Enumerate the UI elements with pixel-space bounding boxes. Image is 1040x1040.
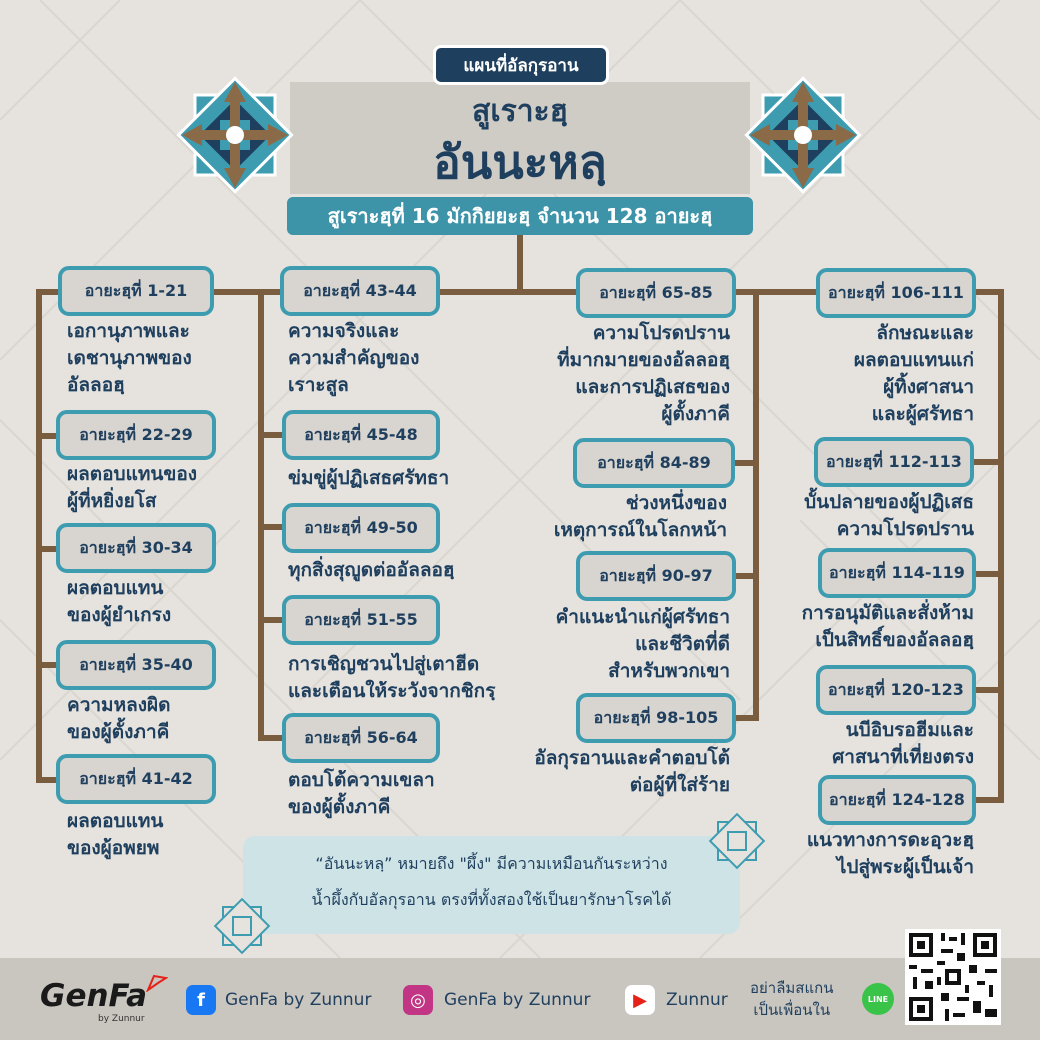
connector-col1: [36, 289, 42, 783]
section-desc: บั้นปลายของผู้ปฏิเสธ ความโปรดปราน: [804, 491, 974, 540]
section-desc: ผลตอบแทน ของผู้อพยพ: [67, 810, 164, 859]
section-desc: แนวทางการดะอฺวะฮฺ ไปสู่พระผู้เป็นเจ้า: [806, 829, 974, 878]
section-desc: ทุกสิ่งสุญูดต่ออัลลอฮฺ: [288, 559, 455, 581]
instagram-link[interactable]: GenFa by Zunnur: [444, 990, 591, 1010]
ayah-range-pill: อายะฮฺที่ 49-50: [282, 503, 440, 553]
star-ornament-left-icon: [172, 72, 298, 198]
section-desc: ผลตอบแทนของ ผู้ที่หยิ่งยโส: [67, 463, 198, 512]
connector-col2: [258, 289, 264, 741]
ayah-range-pill: อายะฮฺที่ 98-105: [576, 693, 736, 743]
branch: [972, 571, 1004, 577]
branch: [258, 735, 284, 741]
ayah-range-pill: อายะฮฺที่ 22-29: [56, 410, 216, 460]
section-desc: ความโปรดปราน ที่มากมายของอัลลอฮฺ และการปฏิเสธของ ผู้ตั้งภาคี: [557, 322, 730, 425]
connector-stem: [517, 235, 523, 292]
ayah-range-pill: อายะฮฺที่ 56-64: [282, 713, 440, 763]
instagram-icon[interactable]: ◎: [403, 985, 433, 1015]
ayah-range-pill: อายะฮฺที่ 106-111: [816, 268, 976, 318]
connector-col4: [998, 289, 1004, 803]
surah-name: อันนะหลฺ: [433, 135, 607, 189]
branch: [733, 573, 759, 579]
ayah-range-pill: อายะฮฺที่ 43-44: [280, 266, 440, 316]
brand-flag-icon: [146, 974, 168, 992]
section-desc: เอกานุภาพและ เดชานุภาพของ อัลลอฮฺ: [67, 320, 192, 396]
branch: [258, 617, 284, 623]
ayah-range-pill: อายะฮฺที่ 84-89: [573, 438, 735, 488]
brand-subtitle: by Zunnur: [98, 1014, 145, 1024]
small-ornament-icon: [708, 812, 766, 870]
facebook-icon[interactable]: f: [186, 985, 216, 1015]
branch: [258, 524, 284, 530]
qr-code[interactable]: [905, 929, 1001, 1025]
section-desc: ตอบโต้ความเขลา ของผู้ตั้งภาคี: [288, 769, 435, 818]
section-desc: ช่วงหนึ่งของ เหตุการณ์ในโลกหน้า: [553, 492, 727, 541]
branch: [972, 797, 1004, 803]
ayah-range-pill: อายะฮฺที่ 114-119: [818, 548, 976, 598]
scan-reminder: อย่าลืมสแกน เป็นเพื่อนใน: [750, 979, 834, 1019]
note-box: [243, 836, 740, 934]
youtube-link[interactable]: Zunnur: [666, 990, 728, 1010]
section-desc: ข่มขู่ผู้ปฏิเสธศรัทธา: [288, 467, 450, 489]
ayah-range-pill: อายะฮฺที่ 51-55: [282, 595, 440, 645]
section-desc: ลักษณะและ ผลตอบแทนแก่ ผู้ทิ้งศาสนา และผู้ศรัทธา: [853, 322, 974, 425]
connector-col3: [753, 289, 759, 721]
section-desc: อัลกุรอานและคำตอบโต้ ต่อผู้ที่ใส่ร้าย: [534, 747, 730, 796]
ayah-range-pill: อายะฮฺที่ 120-123: [816, 665, 976, 715]
note-line: “อันนะหลฺ” หมายถึง "ผึ้ง" มีความเหมือนกันระหว่าง: [315, 854, 668, 873]
section-desc: ความจริงและ ความสำคัญของ เราะสูล: [288, 320, 420, 396]
branch: [733, 460, 759, 466]
ayah-range-pill: อายะฮฺที่ 30-34: [56, 523, 216, 573]
branch: [972, 687, 1004, 693]
ayah-range-pill: อายะฮฺที่ 45-48: [282, 410, 440, 460]
ayah-range-pill: อายะฮฺที่ 35-40: [56, 640, 216, 690]
ayah-range-pill: อายะฮฺที่ 124-128: [818, 775, 976, 825]
ayah-range-pill: อายะฮฺที่ 65-85: [576, 268, 736, 318]
map-tag: แผนที่อัลกุรอาน: [433, 45, 609, 85]
section-desc: ความหลงผิด ของผู้ตั้งภาคี: [67, 694, 171, 743]
brand-logo: GenFa: [40, 978, 148, 1014]
note-line: น้ำผึ้งกับอัลกุรอาน ตรงที่ทั้งสองใช้เป็นยารักษาโรคได้: [311, 890, 672, 909]
section-desc: การอนุมัติและสั่งห้าม เป็นสิทธิ์ของอัลลอฮฺ: [801, 602, 974, 651]
star-ornament-right-icon: [740, 72, 866, 198]
small-ornament-icon: [213, 897, 271, 955]
ayah-range-pill: อายะฮฺที่ 112-113: [814, 437, 974, 487]
branch: [972, 459, 1004, 465]
ayah-range-pill: อายะฮฺที่ 1-21: [58, 266, 214, 316]
section-desc: การเชิญชวนไปสู่เตาฮีด และเตือนให้ระวังจากชิกรฺ: [288, 653, 496, 702]
ayah-range-pill: อายะฮฺที่ 90-97: [576, 551, 736, 601]
branch: [733, 715, 759, 721]
line-icon[interactable]: LINE: [862, 983, 894, 1015]
facebook-link[interactable]: GenFa by Zunnur: [225, 990, 372, 1010]
section-desc: คำแนะนำแก่ผู้ศรัทธา และชีวิตที่ดี สำหรับพวกเขา: [555, 606, 730, 682]
youtube-icon[interactable]: ▶: [625, 985, 655, 1015]
surah-info-bar: สูเราะฮฺที่ 16 มักกิยยะฮฺ จำนวน 128 อายะฮฺ: [287, 197, 753, 235]
branch: [258, 432, 284, 438]
section-desc: นบีอิบรอฮีมและ ศาสนาที่เที่ยงตรง: [832, 719, 974, 768]
ayah-range-pill: อายะฮฺที่ 41-42: [56, 754, 216, 804]
section-desc: ผลตอบแทน ของผู้ยำเกรง: [67, 577, 172, 626]
surah-label: สูเราะฮฺ: [472, 94, 568, 129]
